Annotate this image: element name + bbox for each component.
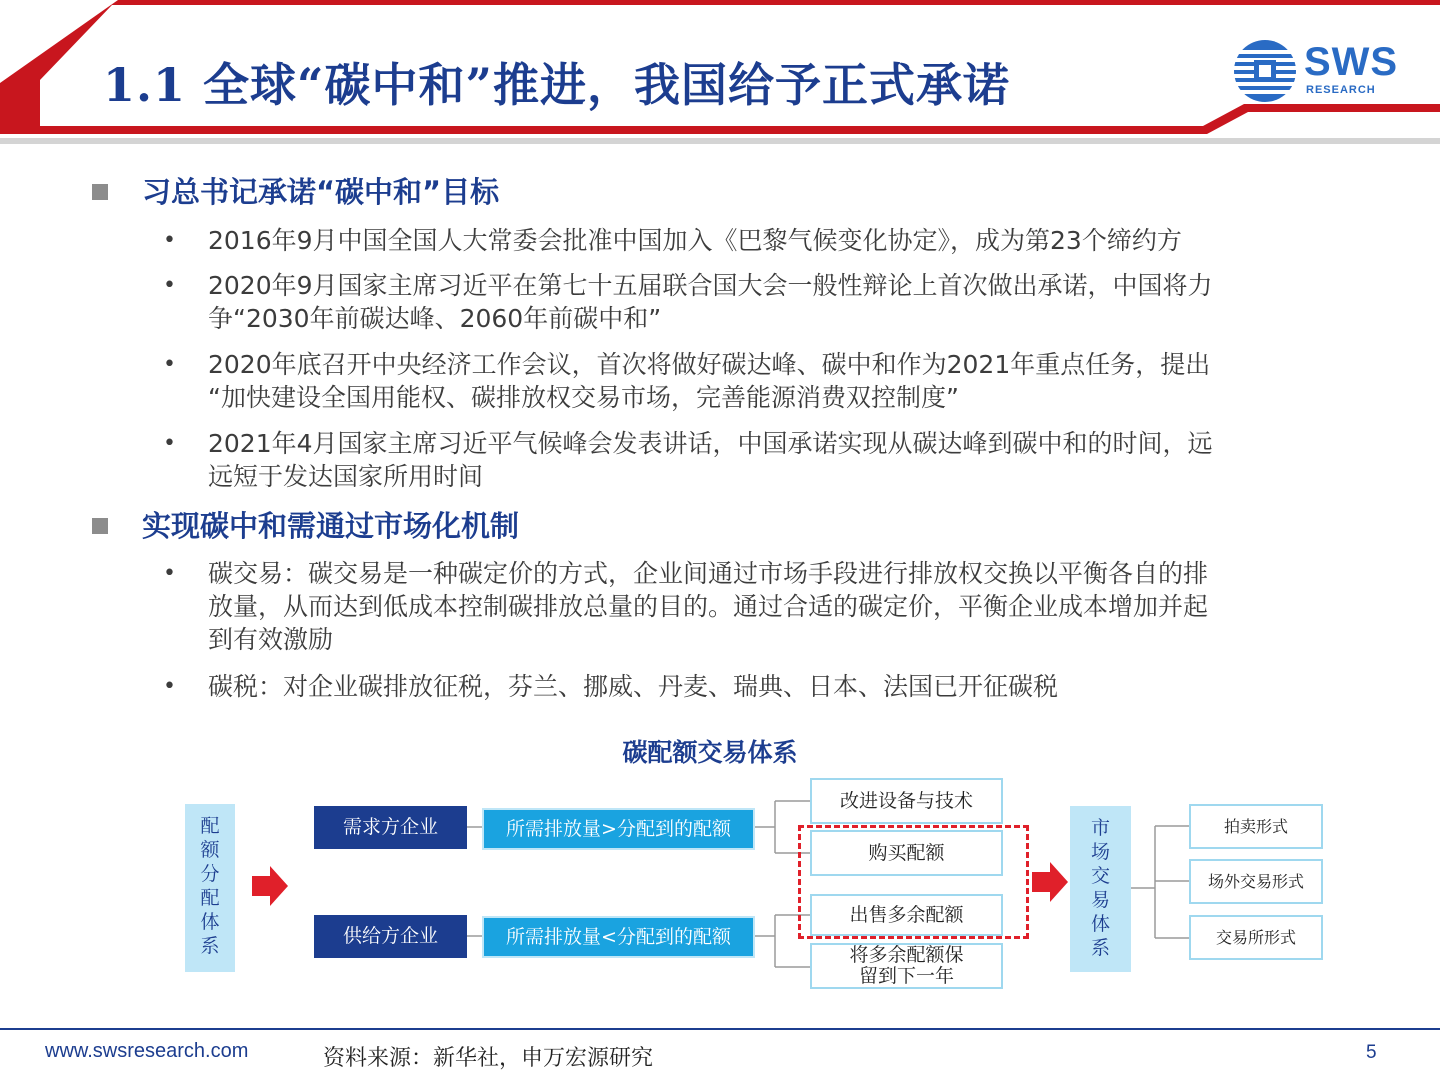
improve-equipment-box: 改进设备与技术 <box>810 778 1003 824</box>
section-heading-market-mechanism: 实现碳中和需通过市场化机制 <box>92 506 519 546</box>
footer-website-link[interactable]: www.swsresearch.com <box>45 1040 249 1062</box>
list-item: • 碳交易：碳交易是一种碳定价的方式，企业间通过市场手段进行排放权交换以平衡各自的排 放量，从而达到低成本控制碳排放总量的目的。通过合适的碳定价，平衡企业成本增加并起 到有效激励 <box>163 559 1209 654</box>
trading-highlight-frame <box>798 825 1029 939</box>
supply-company-box: 供给方企业 <box>314 915 467 958</box>
bullet-dot-icon: • <box>163 431 176 456</box>
bullet-dot-icon: • <box>163 352 176 377</box>
sell-surplus-box: 出售多余配额 <box>810 894 1003 936</box>
quota-allocation-box: 配 额 分 配 体 系 <box>185 804 235 972</box>
demand-condition-box: 所需排放量>分配到的配额 <box>482 808 755 850</box>
supply-condition-box: 所需排放量<分配到的配额 <box>482 916 755 958</box>
market-trading-box: 市 场 交 易 体 系 <box>1070 806 1131 972</box>
list-item: • 2020年底召开中央经济工作会议，首次将做好碳达峰、碳中和作为2021年重点任务，提出 “加快建设全国用能权、碳排放权交易市场，完善能源消费双控制度” <box>163 350 1211 412</box>
exchange-form-box: 交易所形式 <box>1189 915 1323 960</box>
bullet-dot-icon: • <box>163 561 176 586</box>
auction-form-box: 拍卖形式 <box>1189 804 1323 849</box>
list-item: • 2020年9月国家主席习近平在第七十五届联合国大会一般性辩论上首次做出承诺，中国将力 争“2030年前碳达峰、2060年前碳中和” <box>163 271 1213 333</box>
footer-divider <box>0 1028 1440 1030</box>
diagram-title: 碳配额交易体系 <box>622 738 798 767</box>
buy-quota-box: 购买配额 <box>810 830 1003 876</box>
section-heading-carbon-neutral-pledge: 习总书记承诺“碳中和”目标 <box>92 172 499 212</box>
page-number: 5 <box>1366 1042 1377 1063</box>
bullet-dot-icon: • <box>163 273 176 298</box>
footer-source: 资料来源：新华社，申万宏源研究 <box>323 1046 654 1071</box>
otc-form-box: 场外交易形式 <box>1189 859 1323 904</box>
list-item: • 碳税：对企业碳排放征税，芬兰、挪威、丹麦、瑞典、日本、法国已开征碳税 <box>163 672 1059 701</box>
demand-company-box: 需求方企业 <box>314 806 467 849</box>
logo-text: SWS <box>1304 40 1399 84</box>
bullet-dot-icon: • <box>163 228 176 253</box>
page-title: 1.1 全球“碳中和”推进，我国给予正式承诺 <box>103 58 1010 112</box>
carry-over-box: 将多余配额保 留到下一年 <box>810 943 1003 989</box>
list-item: • 2016年9月中国全国人大常委会批准中国加入《巴黎气候变化协定》，成为第23个缔约方 <box>163 226 1182 255</box>
right-arrow-icon <box>1032 862 1068 902</box>
bullet-dot-icon: • <box>163 674 176 699</box>
right-arrow-icon <box>252 866 288 906</box>
list-item: • 2021年4月国家主席习近平气候峰会发表讲话，中国承诺实现从碳达峰到碳中和的时间，远 远短于发达国家所用时间 <box>163 429 1213 491</box>
logo-subtext: RESEARCH <box>1306 84 1376 96</box>
